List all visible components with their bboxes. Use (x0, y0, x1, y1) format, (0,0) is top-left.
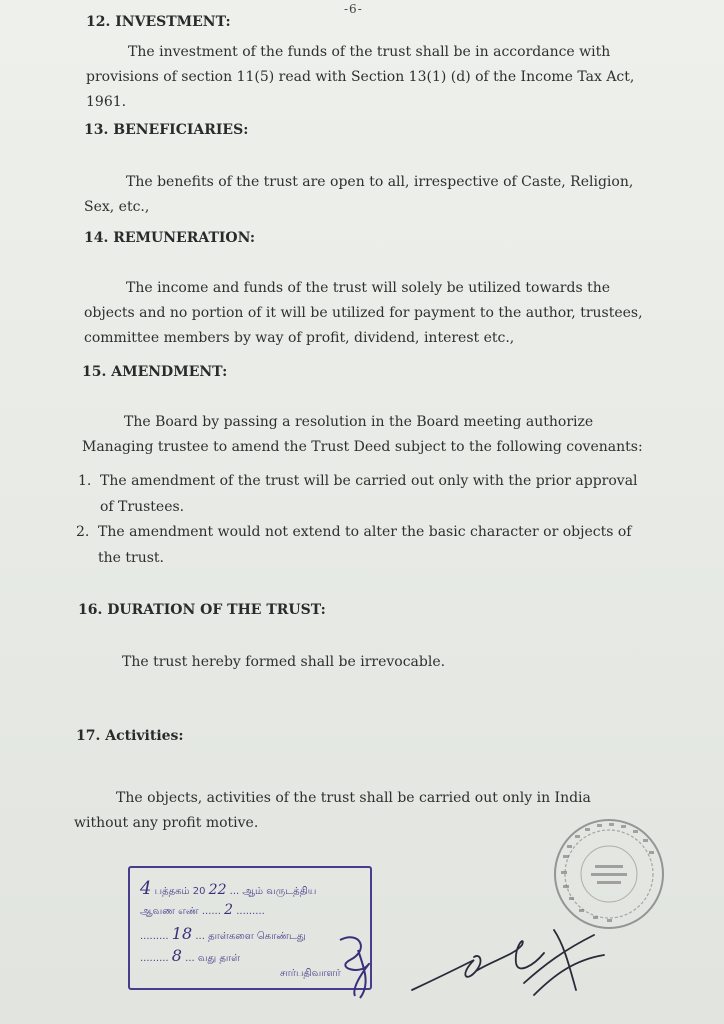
page-number: -6- (344, 2, 363, 16)
text-line: the trust. (98, 550, 164, 566)
covenant-number: 2. (76, 524, 90, 540)
section-heading-duration: 16. DURATION OF THE TRUST: (78, 602, 326, 618)
text-line: without any profit motive. (74, 815, 259, 831)
text-line: The benefits of the trust are open to all, irrespective of Caste, Religion, (126, 174, 634, 190)
signature (404, 905, 614, 1005)
section-heading-beneficiaries: 13. BENEFICIARIES: (84, 122, 249, 138)
covenant-item (76, 519, 658, 571)
text-line: Managing trustee to amend the Trust Deed subject to the following covenants: (82, 439, 643, 455)
text-line: Sex, etc., (84, 199, 150, 215)
text-line: committee members by way of profit, dividend, interest etc., (84, 330, 515, 346)
text-line: The objects, activities of the trust shall be carried out only in India (116, 790, 591, 806)
section-body-investment (86, 40, 646, 115)
stamp-line-sheets: ......... 18 ... தாள்களை கொண்டது (140, 924, 306, 943)
text-line: provisions of section 11(5) read with Section 13(1) (d) of the Income Tax Act, (86, 69, 635, 85)
text-line: The Board by passing a resolution in the Board meeting authorize (124, 414, 594, 430)
section-heading-activities: 17. Activities: (76, 728, 184, 744)
stamp-line-sheet-number: ......... 8 ... வது தாள் (140, 946, 241, 965)
section-body-duration (122, 650, 642, 675)
text-line: The investment of the funds of the trust shall be in accordance with (128, 44, 611, 60)
section-heading-remuneration: 14. REMUNERATION: (84, 230, 256, 246)
text-line: of Trustees. (100, 499, 185, 515)
covenant-item (78, 468, 660, 520)
text-line: The income and funds of the trust will solely be utilized towards the (126, 280, 611, 296)
section-heading-investment: 12. INVESTMENT: (86, 14, 231, 30)
text-line: objects and no portion of it will be utilized for payment to the author, trustees, (84, 305, 643, 321)
section-body-remuneration (84, 276, 654, 351)
handwritten-initials (330, 930, 380, 1000)
stamp-line-sub-registrar: சார்பதிவாளர் (280, 968, 341, 979)
stamp-line-book: 4 பத்தகம் 20 22 ... ஆம் வருடத்திய (140, 878, 317, 899)
section-body-beneficiaries (84, 170, 649, 220)
covenant-number: 1. (78, 473, 92, 489)
text-line: The amendment would not extend to alter the basic character or objects of (98, 524, 632, 540)
text-line: The amendment of the trust will be carried out only with the prior approval (100, 473, 638, 489)
text-line: 1961. (86, 94, 127, 110)
text-line: The trust hereby formed shall be irrevocable. (122, 654, 446, 670)
section-heading-amendment: 15. AMENDMENT: (82, 364, 228, 380)
section-body-amendment (82, 410, 657, 460)
stamp-line-document-number: ஆவண எண் ...... 2 ......... (140, 902, 265, 918)
